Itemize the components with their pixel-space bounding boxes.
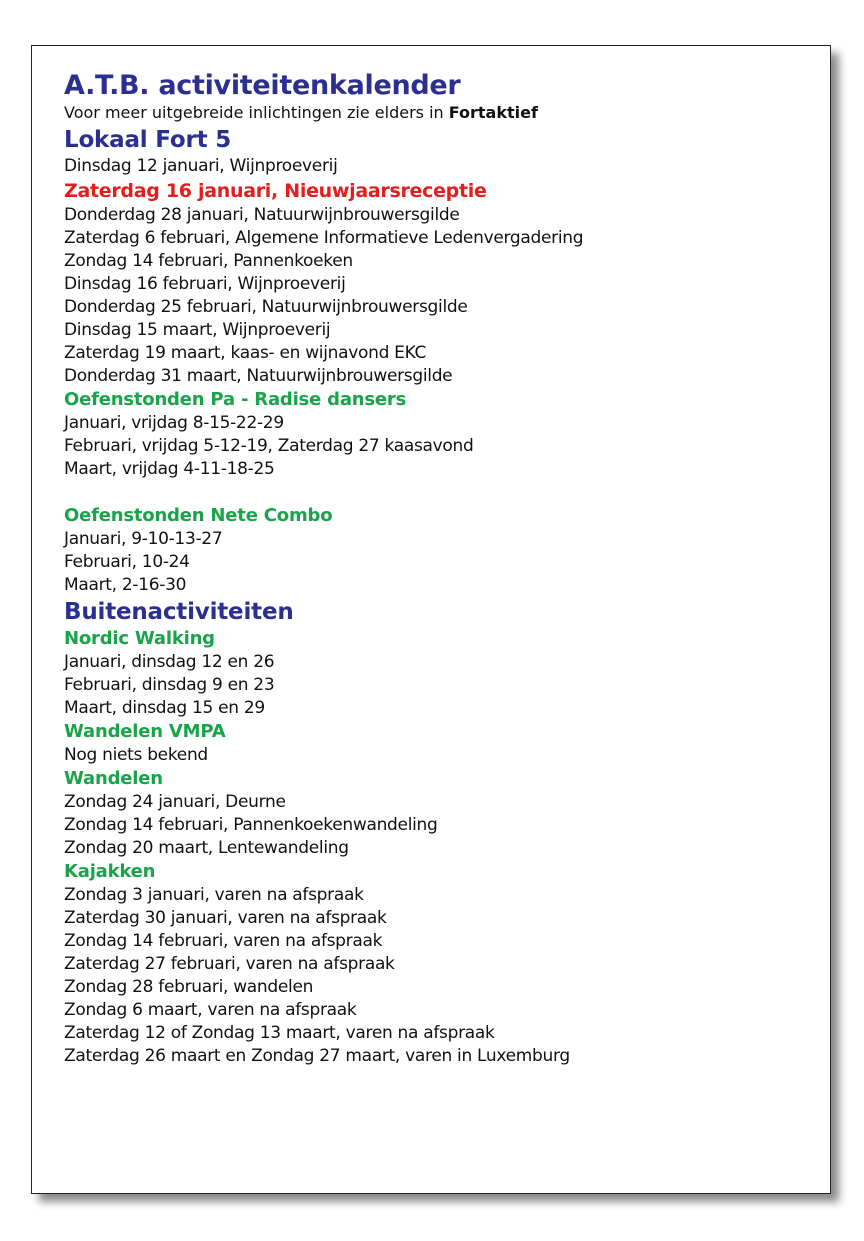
- list-item: Zaterdag 27 februari, varen na afspraak: [64, 954, 395, 974]
- list-item: Zaterdag 12 of Zondag 13 maart, varen na afspraak: [64, 1023, 495, 1043]
- page-content: [64, 68, 804, 1068]
- subheading-vmpa: Wandelen VMPA: [64, 721, 226, 742]
- section-heading-buiten: Buitenactiviteiten: [64, 599, 294, 625]
- radise-list: [64, 412, 804, 481]
- list-item: Dinsdag 12 januari, Wijnproeverij: [64, 156, 338, 176]
- list-item: Zondag 14 februari, Pannenkoeken: [64, 251, 353, 271]
- kajakken-list: [64, 884, 804, 1068]
- subheading-wandelen: Wandelen: [64, 768, 163, 789]
- lokaal-list: [64, 204, 804, 388]
- nete-list: [64, 528, 804, 597]
- list-item: Maart, dinsdag 15 en 29: [64, 698, 265, 718]
- list-item: Zondag 14 februari, varen na afspraak: [64, 931, 383, 951]
- list-item: Januari, 9-10-13-27: [64, 529, 223, 549]
- list-item: Maart, vrijdag 4-11-18-25: [64, 459, 275, 479]
- page-title: A.T.B. activiteitenkalender: [64, 70, 461, 101]
- list-item: Zondag 3 januari, varen na afspraak: [64, 885, 364, 905]
- list-item: Dinsdag 15 maart, Wijnproeverij: [64, 320, 331, 340]
- list-item: Donderdag 31 maart, Natuurwijnbrouwersgilde: [64, 366, 453, 386]
- list-item: Februari, dinsdag 9 en 23: [64, 675, 275, 695]
- wandelen-list: [64, 791, 804, 860]
- list-item: Zondag 24 januari, Deurne: [64, 792, 286, 812]
- list-item: Donderdag 25 februari, Natuurwijnbrouwersgilde: [64, 297, 468, 317]
- subheading-kajakken: Kajakken: [64, 861, 156, 882]
- intro-text: [64, 103, 804, 123]
- subheading-nordic: Nordic Walking: [64, 628, 215, 649]
- vmpa-list: [64, 744, 804, 767]
- list-item: Zondag 28 februari, wandelen: [64, 977, 314, 997]
- list-item: Februari, vrijdag 5-12-19, Zaterdag 27 kaasavond: [64, 436, 474, 456]
- list-item: Zaterdag 6 februari, Algemene Informatieve Ledenvergadering: [64, 228, 584, 248]
- list-item: Maart, 2-16-30: [64, 575, 187, 595]
- list-item: Zondag 20 maart, Lentewandeling: [64, 838, 349, 858]
- spacer: [64, 481, 804, 504]
- list-item: Dinsdag 16 februari, Wijnproeverij: [64, 274, 346, 294]
- list-item: Zaterdag 30 januari, varen na afspraak: [64, 908, 387, 928]
- list-item: Januari, vrijdag 8-15-22-29: [64, 413, 284, 433]
- section-heading-lokaal: Lokaal Fort 5: [64, 127, 232, 153]
- list-item: Nog niets bekend: [64, 745, 208, 765]
- list-item: Zondag 6 maart, varen na afspraak: [64, 1000, 357, 1020]
- list-item: Januari, dinsdag 12 en 26: [64, 652, 275, 672]
- list-item: Zondag 14 februari, Pannenkoekenwandeling: [64, 815, 438, 835]
- document-page: [31, 45, 831, 1194]
- list-item: Zaterdag 19 maart, kaas- en wijnavond EKC: [64, 343, 427, 363]
- subheading-nete: Oefenstonden Nete Combo: [64, 505, 333, 526]
- nordic-list: [64, 651, 804, 720]
- list-item: Zaterdag 26 maart en Zondag 27 maart, varen in Luxemburg: [64, 1046, 570, 1066]
- intro-bold: Fortaktief: [448, 103, 538, 122]
- intro-plain: Voor meer uitgebreide inlichtingen zie elders in: [64, 103, 449, 122]
- list-item: Februari, 10-24: [64, 552, 190, 572]
- list-item: Donderdag 28 januari, Natuurwijnbrouwersgilde: [64, 205, 460, 225]
- highlight-event: Zaterdag 16 januari, Nieuwjaarsreceptie: [64, 180, 487, 202]
- subheading-radise: Oefenstonden Pa - Radise dansers: [64, 389, 407, 410]
